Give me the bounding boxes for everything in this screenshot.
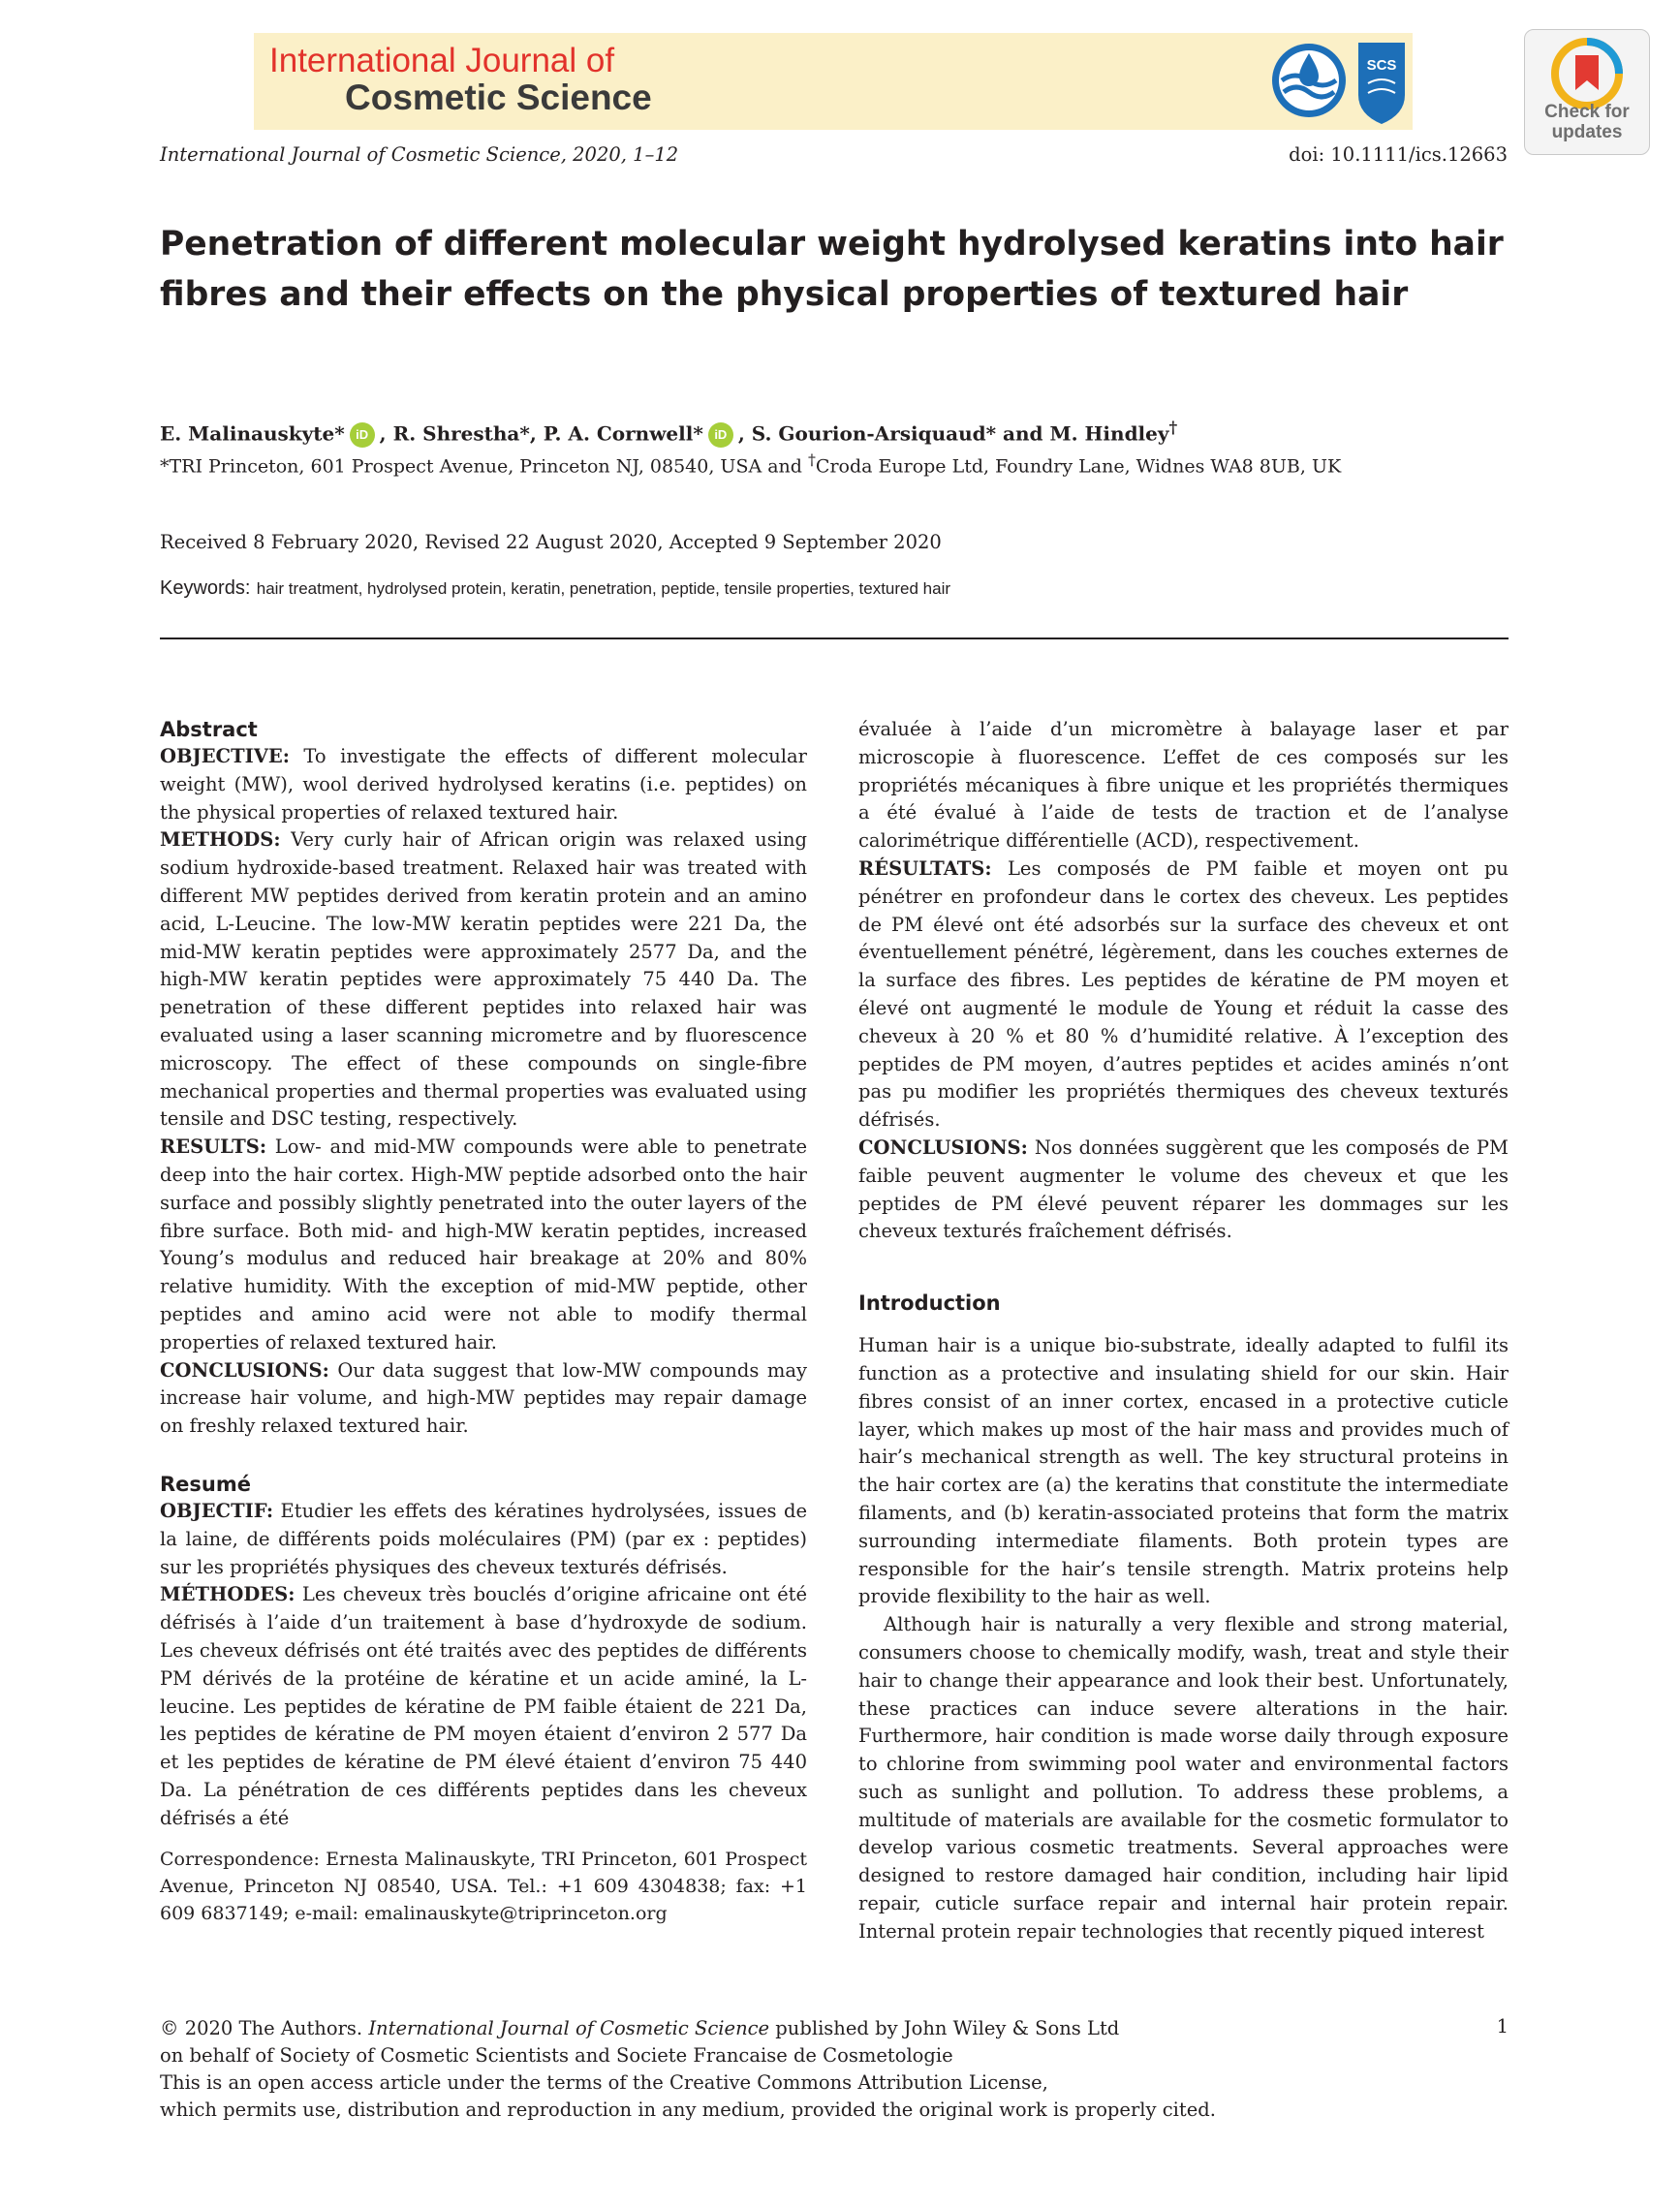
abstract-results bbox=[160, 1134, 807, 1356]
journal-banner bbox=[254, 33, 1413, 130]
conclusions-label: CONCLUSIONS: bbox=[160, 1358, 329, 1382]
conclusions-text: Our data suggest that low-MW compounds may increase hair volume, and high-MW peptides may repair damage on freshly relaxed textured hair. bbox=[160, 1358, 807, 1438]
copyright-publisher: published by John Wiley & Sons Ltd bbox=[769, 2017, 1120, 2039]
copyright-prefix: © 2020 The Authors. bbox=[160, 2017, 369, 2039]
affiliation-tri: *TRI Princeton, 601 Prospect Avenue, Princeton NJ, 08540, USA and bbox=[160, 455, 808, 478]
results-label: RESULTS: bbox=[160, 1135, 267, 1159]
scs-society-logo-icon bbox=[1354, 39, 1409, 126]
methods-text: Very curly hair of African origin was relaxed using sodium hydroxide-based treatment. Relaxed hair was treated with different MW peptides derived from keratin protein and an amino acid, L-Leucine. The low-MW keratin peptides were 221 Da, the mid-MW keratin peptides were approximately 2577 Da, and the high-MW keratin peptides were approximately 75 440 Da. The penetration of these different peptides into relaxed hair was evaluated using a laser scanning micrometre and by fluorescence microscopy. The effect of these compounds on single-fibre mechanical properties and thermal properties was evaluated using tensile and DSC testing, respectively. bbox=[160, 828, 808, 1131]
abstract-conclusions bbox=[160, 1357, 807, 1441]
page-number: 1 bbox=[1496, 2015, 1509, 2037]
correspondence-note: Correspondence: Ernesta Malinauskyte, TRI Princeton, 601 Prospect Avenue, Princeton NJ 08540, USA. Tel.: +1 609 4304838; fax: +1 609 6837149; e-mail: emalinauskyte@triprinceton.org bbox=[160, 1849, 807, 1924]
copyright-societies: on behalf of Society of Cosmetic Scientists and Societe Francaise de Cosmetologie bbox=[160, 2044, 953, 2067]
authors-gourion-hindley: , S. Gourion-Arsiquaud* and M. Hindley bbox=[737, 421, 1169, 446]
methods-label: METHODS: bbox=[160, 828, 281, 852]
scs-logo-text: SCS bbox=[1366, 57, 1397, 74]
results-text: Low- and mid-MW compounds were able to penetrate deep into the hair cortex. High-MW peptide adsorbed onto the hair surface and possibly slightly penetrated into the outer layers of the fibre surface. Both mid- and high-MW keratin peptides, increased Young’s modulus and reduced hair breakage at 20% and 80% relative humidity. With the exception of mid-MW peptide, other peptides and amino acid were not able to modify thermal properties of relaxed textured hair. bbox=[160, 1135, 808, 1353]
resume-heading: Resumé bbox=[160, 1472, 251, 1496]
dagger-mark: † bbox=[808, 451, 816, 469]
objectif-text: Etudier les effets des kératines hydrolysées, issues de la laine, de différents poids moléculaires (PM) (par ex : peptides) sur les propriétés physiques des cheveux texturés défrisés. bbox=[160, 1499, 807, 1578]
keywords bbox=[160, 575, 950, 600]
left-column bbox=[160, 716, 807, 1832]
introduction-heading: Introduction bbox=[858, 1291, 1001, 1316]
objective-text: To investigate the effects of different molecular weight (MW), wool derived hydrolysed keratins (i.e. peptides) on the physical properties of relaxed textured hair. bbox=[160, 745, 807, 824]
methodes-text: Les cheveux très bouclés d’origine africaine ont été défrisés à l’aide d’un traitement à base d’hydroxyde de sodium. Les cheveux défrisés ont été traités avec des peptides de différents PM dérivés de la protéine de kératine et un acide aminé, la L-leucine. Les peptides de kératine de PM faible étaient de 221 Da, les peptides de kératine de PM moyen étaient d’environ 2 577 Da et les peptides de kératine de PM élevé étaient d’environ 75 440 Da. La pénétration de ces différents peptides dans les cheveux défrisés a été bbox=[160, 1583, 807, 1829]
author-malinauskyte: E. Malinauskyte* bbox=[160, 421, 345, 446]
check-for-updates-line1: Check for bbox=[1544, 102, 1630, 122]
resume-objectif bbox=[160, 1498, 807, 1581]
objective-label: OBJECTIVE: bbox=[160, 745, 290, 767]
author-list bbox=[160, 418, 1177, 448]
journal-name-line2: Cosmetic Science bbox=[345, 78, 652, 117]
abstract-heading: Abstract bbox=[160, 718, 258, 741]
introduction-paragraph-2: Although hair is naturally a very flexible and strong material, consumers choose to chemically modify, wash, treat and style their hair to change their appearance and look their best. Unfortunately, these practices can induce severe alterations in the hair. Furthermore, hair condition is made worse daily through exposure to chlorine from swimming pool water and environmental factors such as sunlight and pollution. To address these problems, a multitude of materials are available for the cosmetic formulator to develop various cosmetic treatments. Several approaches were designed to restore damaged hair condition, including hair lipid repair, cuticle surface repair and internal hair protein repair. Internal protein repair technologies that recently piqued interest bbox=[858, 1613, 1509, 1943]
resume-methodes-continued: évaluée à l’aide d’un micromètre à balayage laser et par microscopie à fluorescence. L’effet de ces composés sur les propriétés mécaniques à fibre unique et les propriétés thermiques a été évalué à l’aide de tests de traction et de l’analyse calorimétrique différentielle (ACD), respectivement. bbox=[858, 718, 1509, 853]
introduction-paragraph-1: Human hair is a unique bio-substrate, ideally adapted to fulfil its function as a protective and insulating shield for our skin. Hair fibres consist of an inner cortex, encased in a protective cuticle layer, which makes up most of the hair mass and provides much of hair’s mechanical strength as well. The key structural proteins in the hair cortex are (a) the keratins that constitute the intermediate filaments, and (b) keratin-associated proteins that form the matrix surrounding intermediate filaments. Both protein types are responsible for the hair’s tensile strength. Matrix proteins help provide flexibility to the hair as well. bbox=[858, 1334, 1509, 1608]
license-terms: which permits use, distribution and reproduction in any medium, provided the original work is properly cited. bbox=[160, 2099, 1216, 2121]
resultats-text: Les composés de PM faible et moyen ont pu pénétrer en profondeur dans le cortex des cheveux. Les peptides de PM élevé ont été adsorbés sur la surface des cheveux et ont éventuellement pénétré, légèrement, dans les couches externes de la surface des fibres. Les peptides de kératine de PM moyen et élevé ont augmenté le module de Young et réduit la casse des cheveux à 20 % et 80 % d’humidité relative. À l’exception des peptides de PM moyen, d’autres peptides et acides aminés n’ont pas pu modifier les propriétés thermiques des cheveux texturés défrisés. bbox=[858, 856, 1509, 1132]
copyright-line bbox=[160, 2015, 1509, 2042]
check-for-updates-line2: updates bbox=[1551, 122, 1623, 142]
keywords-list: hair treatment, hydrolysed protein, keratin, penetration, peptide, tensile properties, textured hair bbox=[256, 579, 951, 598]
copyright-footer bbox=[160, 2015, 1509, 2124]
resultats-label: RÉSULTATS: bbox=[858, 856, 992, 880]
methodes-label: MÉTHODES: bbox=[160, 1583, 296, 1606]
journal-name-line1: International Journal of bbox=[269, 42, 615, 79]
orcid-icon[interactable]: iD bbox=[708, 422, 733, 448]
doi-link[interactable]: doi: 10.1111/ics.12663 bbox=[1289, 143, 1508, 166]
keywords-label: Keywords: bbox=[160, 577, 251, 599]
received-dates: Received 8 February 2020, Revised 22 August 2020, Accepted 9 September 2020 bbox=[160, 531, 942, 553]
resume-conclusions bbox=[858, 1135, 1509, 1246]
ifscc-logo-icon bbox=[1270, 42, 1348, 119]
header-divider bbox=[160, 638, 1509, 639]
journal-reference: International Journal of Cosmetic Science, 2020, 1–12 bbox=[160, 143, 679, 166]
check-for-updates-label bbox=[1525, 102, 1649, 142]
license-line: This is an open access article under the terms of the Creative Commons Attribution License, bbox=[160, 2071, 1048, 2094]
check-for-updates-badge[interactable] bbox=[1524, 29, 1650, 155]
abstract-objective bbox=[160, 743, 807, 826]
orcid-icon[interactable]: iD bbox=[350, 422, 375, 448]
affiliations bbox=[160, 451, 1341, 477]
resume-resultats bbox=[858, 855, 1509, 1135]
conclusions-fr-text: Nos données suggèrent que les composés de PM faible peuvent augmenter le volume des cheveux et que les peptides de PM élevé peuvent réparer les dommages sur les cheveux texturés fraîchement défrisés. bbox=[858, 1135, 1509, 1243]
abstract-methods bbox=[160, 826, 807, 1134]
dagger-mark: † bbox=[1168, 418, 1178, 437]
conclusions-fr-label: CONCLUSIONS: bbox=[858, 1135, 1028, 1159]
check-for-updates-icon bbox=[1551, 38, 1623, 109]
authors-shrestha-cornwell: , R. Shrestha*, P. A. Cornwell* bbox=[379, 421, 703, 446]
article-title: Penetration of different molecular weight hydrolysed keratins into hair fibres and their effects on the physical properties of textured hair bbox=[160, 225, 1504, 314]
resume-methodes bbox=[160, 1581, 807, 1832]
right-column bbox=[858, 716, 1509, 1946]
copyright-journal: International Journal of Cosmetic Science bbox=[368, 2017, 770, 2039]
affiliation-croda: Croda Europe Ltd, Foundry Lane, Widnes WA8 8UB, UK bbox=[815, 455, 1342, 478]
objectif-label: OBJECTIF: bbox=[160, 1499, 274, 1522]
